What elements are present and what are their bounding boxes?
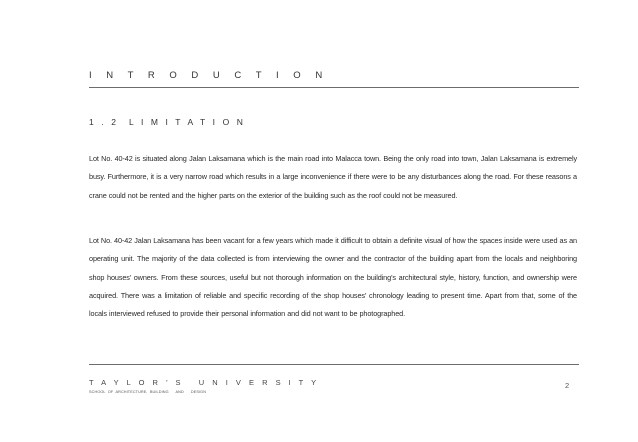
page-number: 2 bbox=[565, 381, 570, 390]
subsection-title: L I M I T A T I O N bbox=[129, 117, 246, 127]
paragraph-limitation-road: Lot No. 40-42 is situated along Jalan Laksamana which is the main road into Malacca town. Being the only road into town, Jalan Laksamana is extremely busy. Furthermore, it is a very narrow road which results in a large inconvenience if there were to be any disturbances along the road. For these reasons a crane could not be rented and the higher parts on the exterior of the building such as the roof could not be measured. bbox=[89, 154, 577, 200]
footer-university-name: T A Y L O R ’ S U N I V E R S I T Y bbox=[89, 378, 320, 387]
footer-divider bbox=[89, 364, 579, 365]
subsection-number: 1 . 2 bbox=[89, 117, 119, 127]
header-divider bbox=[89, 87, 579, 88]
subsection-heading bbox=[89, 117, 245, 127]
footer-school-name: SCHOOL OF ARCHITECTURE, BUILDING AND DESIGN bbox=[89, 390, 207, 394]
paragraph-limitation-data: Lot No. 40-42 Jalan Laksamana has been vacant for a few years which made it difficult to obtain a definite visual of how the spaces inside were used as an operating unit. The majority of the data collected is from interviewing the owner and the contractor of the building apart from the locals and neighboring shop houses’ owners. From these sources, useful but not thorough information on the building’s architectural style, history, function, and ownership were acquired. There was a limitation of reliable and specific recording of the shop houses’ chronology leading to present time. Apart from that, some of the locals interviewed refused to provide their personal information and did not want to be photographed. bbox=[89, 236, 577, 319]
section-heading: I N T R O D U C T I O N bbox=[89, 70, 329, 81]
